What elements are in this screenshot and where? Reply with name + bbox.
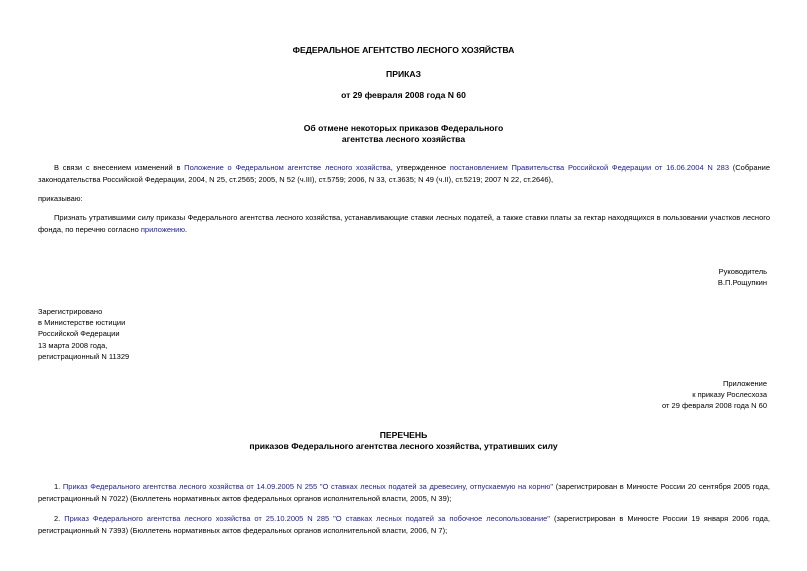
signature-position: Руководитель — [718, 267, 767, 276]
registration-line-1: Зарегистрировано — [38, 307, 103, 316]
list-item-text: (зарегистрирован в Минюсте России 19 января 2006 года, регистрационный N 7393) (Бюллетень нормативных актов федеральных органов исполнительной власти, 2006, N 7); — [38, 514, 770, 535]
registration-line-2: в Министерстве юстиции — [38, 318, 126, 328]
doc-date-number: от 29 февраля 2008 года N 60 — [341, 90, 466, 100]
preamble-text-3: (Собрание законодательства Российской Федерации, 2004, N 25, ст.2565; 2005, N 52 (ч.III), ст.5759; 2006, N 33, ст.3635; N 49 (ч.II), ст.5219; 2007 N 22, ст.2646), — [38, 163, 770, 184]
government-decree-link[interactable]: постановлением Правительства Российской Федерации от 16.06.2004 N 283 — [449, 163, 730, 172]
doc-title-line1: Об отмене некоторых приказов Федерального — [303, 123, 504, 133]
list-item-text: (зарегистрирован в Минюсте России 20 сентября 2005 года, регистрационный N 7022) (Бюллетень нормативных актов федеральных органов исполнительной власти, 2005, N 39); — [38, 482, 770, 503]
registration-line-3: Российской Федерации — [38, 329, 120, 339]
doc-title — [0, 123, 807, 145]
list-item — [38, 481, 770, 504]
list-title — [0, 430, 807, 452]
appendix-line-2: к приказу Рослесхоза — [692, 390, 767, 400]
signature-block — [718, 266, 767, 288]
agency-name: ФЕДЕРАЛЬНОЕ АГЕНТСТВО ЛЕСНОГО ХОЗЯЙСТВА — [292, 45, 515, 55]
list-item-link[interactable]: Приказ Федерального агентства лесного хозяйства от 14.09.2005 N 255 "О ставках лесных податей за древесину, отпускаемую на корню" — [62, 482, 554, 491]
registration-block — [38, 306, 129, 362]
appendix-line-1: Приложение — [723, 379, 767, 388]
list-item-number: 1. — [54, 482, 63, 491]
body-paragraph — [38, 212, 770, 235]
list-title-line1: ПЕРЕЧЕНЬ — [379, 430, 428, 440]
regulation-link[interactable]: Положение о Федеральном агентстве лесного хозяйства — [184, 163, 391, 172]
order-word: приказываю: — [38, 194, 83, 203]
doc-type: ПРИКАЗ — [386, 69, 421, 79]
body-text-2: . — [185, 224, 188, 234]
list-title-line2: приказов Федерального агентства лесного хозяйства, утративших силу — [249, 441, 558, 451]
list-item-link[interactable]: Приказ Федерального агентства лесного хозяйства от 25.10.2005 N 285 "О ставках лесных податей за побочное лесопользование" — [64, 514, 550, 523]
registration-line-5: регистрационный N 11329 — [38, 351, 130, 361]
appendix-link[interactable]: приложению — [140, 224, 185, 234]
preamble-text-2: , утвержденное — [390, 163, 450, 172]
appendix-block — [662, 378, 767, 412]
body-text-1: Признать утратившими силу приказы Федерального агентства лесного хозяйства, устанавливающие ставки лесных податей, а также ставки платы за гектар находящихся в пользовании участков лесного фонда, по перечню согласно — [38, 213, 770, 234]
signature-name: В.П.Рощупкин — [717, 278, 767, 288]
list-item-number: 2. — [54, 514, 65, 523]
registration-line-4: 13 марта 2008 года, — [38, 340, 108, 350]
preamble-paragraph — [38, 162, 770, 185]
preamble-text-1: В связи с внесением изменений в — [54, 163, 185, 172]
doc-title-line2: агентства лесного хозяйства — [341, 134, 466, 144]
appendix-line-3: от 29 февраля 2008 года N 60 — [662, 401, 767, 411]
list-item — [38, 513, 770, 536]
